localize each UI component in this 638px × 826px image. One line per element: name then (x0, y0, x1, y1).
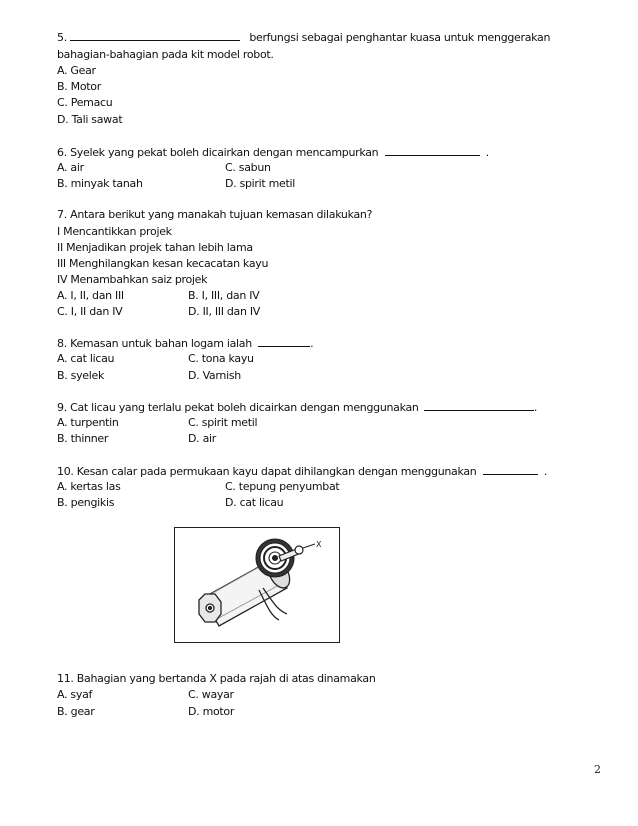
q11-option-a: A. syaf (57, 688, 93, 701)
q8-option-d: D. Varnish (188, 369, 241, 382)
q11-option-d: D. motor (188, 705, 235, 718)
q7-statement-4: IV Menambahkan saiz projek (57, 273, 208, 286)
q5-number: 5. (57, 31, 67, 44)
q9-option-d: D. air (188, 432, 216, 445)
q7-statement-2: II Menjadikan projek tahan lebih lama (57, 241, 253, 254)
q5-option-d: D. Tali sawat (57, 113, 123, 126)
q6-stem (57, 145, 489, 160)
q6-option-b: B. minyak tanah (57, 177, 143, 190)
q10-blank (483, 464, 538, 475)
q5-blank (70, 30, 240, 41)
q9-option-b: B. thinner (57, 432, 109, 445)
q8-option-c: C. tona kayu (188, 352, 254, 365)
motor-illustration (175, 528, 339, 642)
q11-option-b: B. gear (57, 705, 95, 718)
q8-blank (258, 336, 310, 347)
q7-option-d: D. II, III dan IV (188, 305, 261, 318)
q6-option-d: D. spirit metil (225, 177, 296, 190)
q6-end: . (485, 146, 489, 159)
motor-figure (174, 527, 340, 643)
q6-blank (385, 145, 480, 156)
q9-option-c: C. spirit metil (188, 416, 258, 429)
q10-option-a: A. kertas las (57, 480, 121, 493)
page-number: 2 (594, 763, 601, 776)
q6-option-c: C. sabun (225, 161, 271, 174)
q6-text: 6. Syelek yang pekat boleh dicairkan dengan mencampurkan (57, 146, 379, 159)
q10-option-c: C. tepung penyumbat (225, 480, 340, 493)
q7-option-a: A. I, II, dan III (57, 289, 124, 302)
q9-text: 9. Cat licau yang terlalu pekat boleh dicairkan dengan menggunakan (57, 401, 419, 414)
q5-stem-line1 (57, 30, 550, 45)
q11-stem: 11. Bahagian yang bertanda X pada rajah di atas dinamakan (57, 672, 376, 685)
q9-blank (424, 400, 534, 411)
q9-stem (57, 400, 537, 415)
q10-option-b: B. pengikis (57, 496, 115, 509)
q7-option-b: B. I, III, dan IV (188, 289, 260, 302)
q10-stem (57, 464, 547, 479)
q8-option-b: B. syelek (57, 369, 105, 382)
q5-text-a: berfungsi sebagai penghantar kuasa untuk menggerakan (249, 31, 551, 44)
q7-stem: 7. Antara berikut yang manakah tujuan kemasan dilakukan? (57, 208, 373, 221)
q7-statement-1: I Mencantikkan projek (57, 225, 172, 238)
q10-end: . (543, 465, 548, 478)
q7-option-c: C. I, II dan IV (57, 305, 123, 318)
q10-text: 10. Kesan calar pada permukaan kayu dapat dihilangkan dengan menggunakan (57, 465, 477, 478)
q10-option-d: D. cat licau (225, 496, 284, 509)
figure-x-label: X (316, 540, 322, 549)
q8-stem (57, 336, 313, 351)
q9-option-a: A. turpentin (57, 416, 119, 429)
q6-option-a: A. air (57, 161, 84, 174)
q5-option-b: B. Motor (57, 80, 101, 93)
q8-end: . (310, 337, 314, 350)
q9-end: . (533, 401, 538, 414)
q5-option-c: C. Pemacu (57, 96, 113, 109)
q8-option-a: A. cat licau (57, 352, 115, 365)
q5-stem-line2: bahagian-bahagian pada kit model robot. (57, 48, 274, 61)
q7-statement-3: III Menghilangkan kesan kecacatan kayu (57, 257, 269, 270)
q5-option-a: A. Gear (57, 64, 96, 77)
q8-text: 8. Kemasan untuk bahan logam ialah (57, 337, 252, 350)
q11-option-c: C. wayar (188, 688, 234, 701)
